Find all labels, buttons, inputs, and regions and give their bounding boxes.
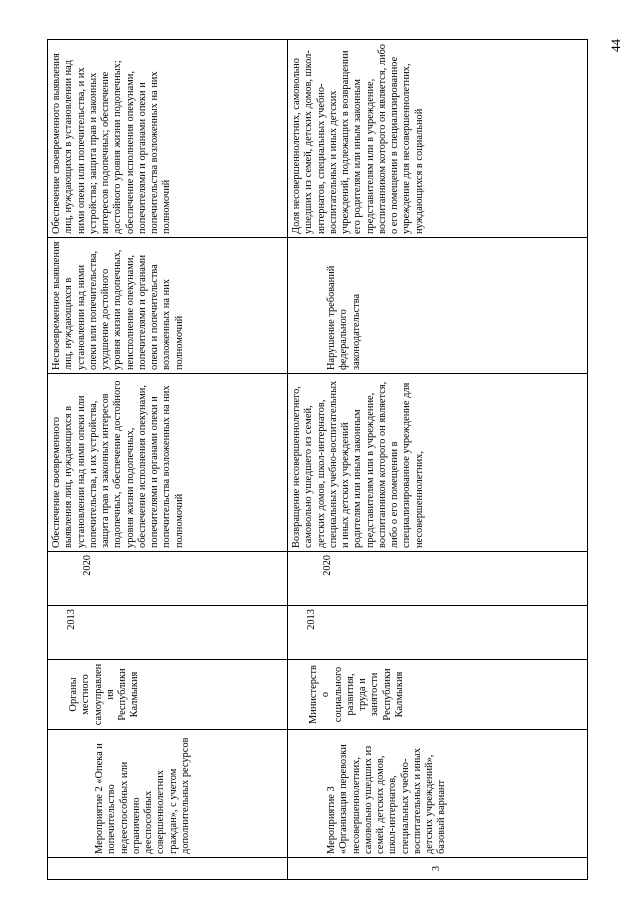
start-year-cell: 2013 <box>48 606 288 660</box>
indicators-cell: Обеспечение своевременного выявления лиц, нуждающихся в установлении над ними опеки или попечительства, и их устройства; защита прав и законных интересов подопечных; обеспечение достойного уровня жизни подопечных; обеспечение исполнения опекунами, попечителями и органами опеки и попечительства возложенных на них полномочий <box>48 40 288 238</box>
end-year-cell: 2020 <box>48 552 288 606</box>
activity-cell: Мероприятие 3 «Организация перевозки несовершеннолетних, самовольно ушедших из семей, детских домов, школ-интернатов, специальных учебно-воспитательных и иных детских учреждений», базовый вариант <box>288 730 588 858</box>
indicators-cell: Доля несовершеннолетних, самовольно ушедших из семей, детских домов, школ-интернатов, специальных учебно-воспитательных и иных детских учреждений, подлежащих в возвращении его родителям или иным законным представителям или в учреждение, воспитанником которого он является, либо о его помещении в специализированное учреждение для несовершеннолетних, нуждающихся в социальной <box>288 40 588 238</box>
executor-cell: Органы местного самоуправления Республики Калмыкия <box>48 660 288 730</box>
expected-result-cell: Обеспечение своевременного выявления лиц, нуждающихся в установлении над ними опеки или попечительства, и их устройства, защита прав и законных интересов подопечных, обеспечение достойного уровня жизни подопечных, обеспечение исполнения опекунами, попечителями и органами опеки и попечительства возложенных на них полномочий <box>48 374 288 552</box>
row-number: 3 <box>288 858 588 880</box>
consequences-cell: Нарушение требований федерального законодательства <box>288 238 588 374</box>
activity-cell: Мероприятие 2 «Опека и попечительство недееспособных или ограниченно дееспособных совершеннолетних граждан», с учетом дополнительных ресурсов <box>48 730 288 858</box>
row-number <box>48 858 288 880</box>
executor-cell: Министерство социального развития, труда и занятости Республики Калмыкия <box>288 660 588 730</box>
table-row <box>48 40 288 880</box>
consequences-cell: Несвоевременное выявления лиц, нуждающихся в установлении над ними опеки или попечительства, ухудшение достойного уровня жизни подопечных, неисполнение опекунами, попечителями и органами опеки и попечительства возложенных на них полномочий <box>48 238 288 374</box>
start-year-cell: 2013 <box>288 606 588 660</box>
expected-result-cell: Возвращение несовершеннолетнего, самовольно ушедшего из семей, детских домов, школ-интернатов, специальных учебно-воспитательных и иных детских учреждений родителям или иным законным представителям или в учреждение, воспитанником которого он является, либо о его помещении в специализированное учреждение для несовершеннолетних, <box>288 374 588 552</box>
table-row <box>288 40 588 880</box>
page-number: 44 <box>608 39 623 52</box>
program-activities-table <box>47 40 587 880</box>
end-year-cell: 2020 <box>288 552 588 606</box>
